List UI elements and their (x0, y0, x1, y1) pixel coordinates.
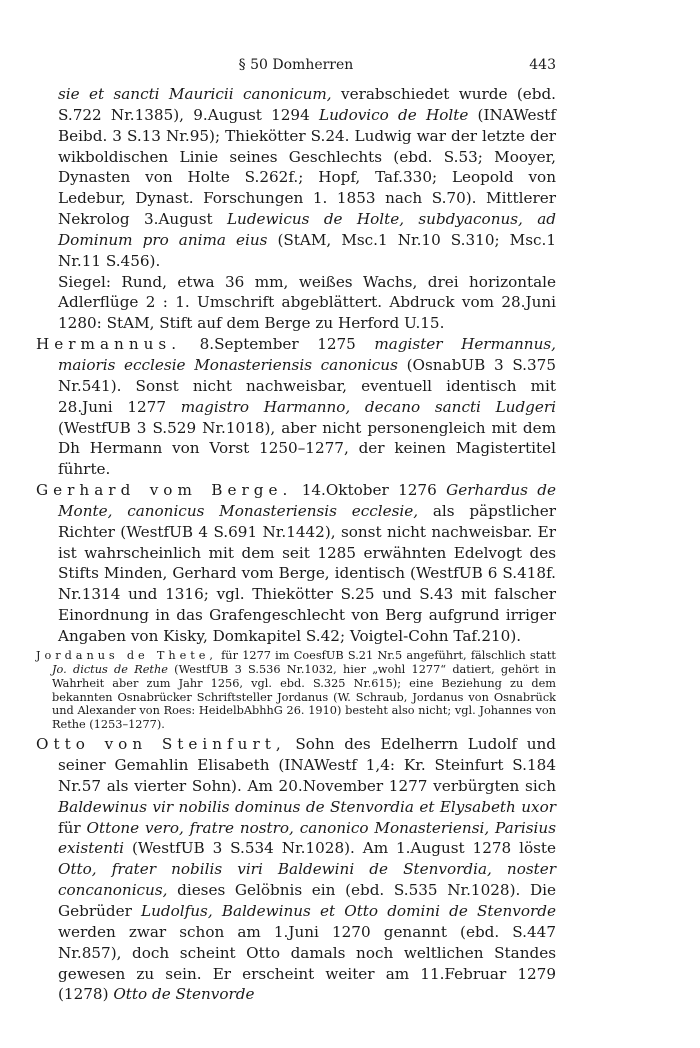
text-run: Ottone vero, fratre nostro, canonico Monasteriensi, Parisius existenti (58, 818, 556, 858)
page-body (36, 84, 556, 1005)
entry-name: Hermannus. (36, 335, 182, 354)
seal-description (36, 272, 556, 335)
paragraph-continuation (36, 84, 556, 272)
text-run: 8.September 1275 (181, 335, 375, 354)
text-run: dieses Gelöbnis ein (ebd. S.535 Nr.1028). Die Gebrüder (58, 881, 556, 920)
entry-name: Gerhard vom Berge. (36, 481, 293, 500)
text-run: Otto, frater nobilis viri Baldewini de Stenvordia, noster concanonicus, (58, 860, 556, 900)
entry-gerhard-vom-berge (36, 480, 556, 647)
text-run: für (58, 818, 87, 837)
entry-jordanus-de-thete (36, 649, 556, 732)
text-run: (WestfUB 3 S.529 Nr.1018), aber nicht personengleich mit dem Dh Hermann von Vorst 1250–1277, der keinen Magistertitel führte. (58, 418, 556, 479)
text-run: Baldewinus vir nobilis dominus de Stenvordia et Elysabeth uxor (58, 797, 556, 816)
text-run: verabschiedet wurde (ebd. S.722 Nr.1385), 9.August 1294 (58, 85, 556, 124)
text-run: Gerhardus de Monte, canonicus Monasteriensis ecclesie, (58, 481, 556, 520)
text-run: magistro Harmanno, decano sancti Ludgeri (180, 397, 557, 416)
text-run: 14.Oktober 1276 (292, 481, 447, 500)
entry-otto-von-steinfurt (36, 734, 556, 1005)
text-run: Sohn des Edelherrn Ludolf und seiner Gemahlin Elisabeth (INAWestf 1,4: Kr. Steinfurt S.184 Nr.57 als vierter Sohn). Am 20.November 1277 verbürgten sich (58, 735, 556, 795)
text-run: sie et sancti Mauricii canonicum, (58, 85, 332, 103)
text-run: Ludewicus de Holte, subdyaconus, ad Dominum pro anima eius (58, 210, 557, 249)
text-run: werden zwar schon am 1.Juni 1270 genannt (ebd. S.447 Nr.857), doch scheint Otto damals noch weltlichen Standes gewesen zu sein. Er erscheint weiter am 11.Februar 1279 (1278) (58, 922, 556, 1004)
text-run: magister Hermannus, maioris ecclesie Monasteriensis canonicus (58, 335, 556, 374)
text-run: (WestfUB 3 S.536 Nr.1032, hier „wohl 1277“ datiert, gehört in Wahrheit aber zum Jahr 1256, vgl. ebd. S.325 Nr.615); eine Beziehung zu dem bekannten Osnabrücker Schriftsteller Jordanus (W. Schraub, Jordanus von Osnabrück und Alexander von Roes: HeidelbAbhhG 26. 1910) besteht also nicht; vgl. Johannes von Rethe (1253–1277). (52, 662, 557, 732)
entry-name: Otto von Steinfurt, (36, 735, 286, 754)
text-run: Otto de Stenvorde (113, 985, 255, 1004)
page-number: 443 (529, 57, 556, 73)
entry-name: Jordanus de Thete, (36, 648, 217, 662)
text-run: als päpstlicher Richter (WestfUB 4 S.691 Nr.1442), sonst nicht nachweisbar. Er ist wahrscheinlich mit dem seit 1285 erwähnten Edelvogt des Stifts Minden, Gerhard vom Berge, identisch (WestfUB 6 S.418f. Nr.1314 und 1316; vgl. Thiekötter S.25 und S.43 mit falscher Einordnung in das Grafengeschlecht von Berg aufgrund irriger Angaben von Kisky, Domkapitel S.42; Voigtel-Cohn Taf.210). (58, 501, 556, 645)
text-run: Siegel: Rund, etwa 36 mm, weißes Wachs, drei horizontale Adlerflüge 2 : 1. Umschrift abgeblättert. Abdruck vom 28.Juni 1280: StAM, Stift auf dem Berge zu Herford U.15. (58, 272, 556, 333)
text-run: Ludolfus, Baldewinus et Otto domini de Stenvorde (141, 901, 556, 920)
entry-hermannus (36, 334, 556, 480)
text-run: Ludovico de Holte (318, 105, 469, 124)
text-run: (OsnabUB 3 S.375 Nr.541). Sonst nicht nachweisbar, eventuell identisch mit 28.Juni 1277 (58, 355, 556, 416)
text-run: (INAWestf Beibd. 3 S.13 Nr.95); Thiekötter S.24. Ludwig war der letzte der wikboldischen Linie seines Geschlechts (ebd. S.53; Mooyer, Dynasten von Holte S.262f.; Hopf, Taf.330; Leopold von Ledebur, Dynast. Forschungen 1. 1853 nach S.70). Mittlerer Nekrolog 3.August (58, 105, 556, 229)
text-run: (StAM, Msc.1 Nr.10 S.310; Msc.1 Nr.11 S.456). (58, 230, 556, 270)
section-title: § 50 Domherren (238, 57, 354, 73)
text-run: Jo. dictus de Rethe (52, 662, 168, 676)
text-run: für 1277 im CoesfUB S.21 Nr.5 angeführt, fälschlich statt (216, 648, 556, 662)
text-run: (WestfUB 3 S.534 Nr.1028). Am 1.August 1278 löste (124, 839, 556, 858)
